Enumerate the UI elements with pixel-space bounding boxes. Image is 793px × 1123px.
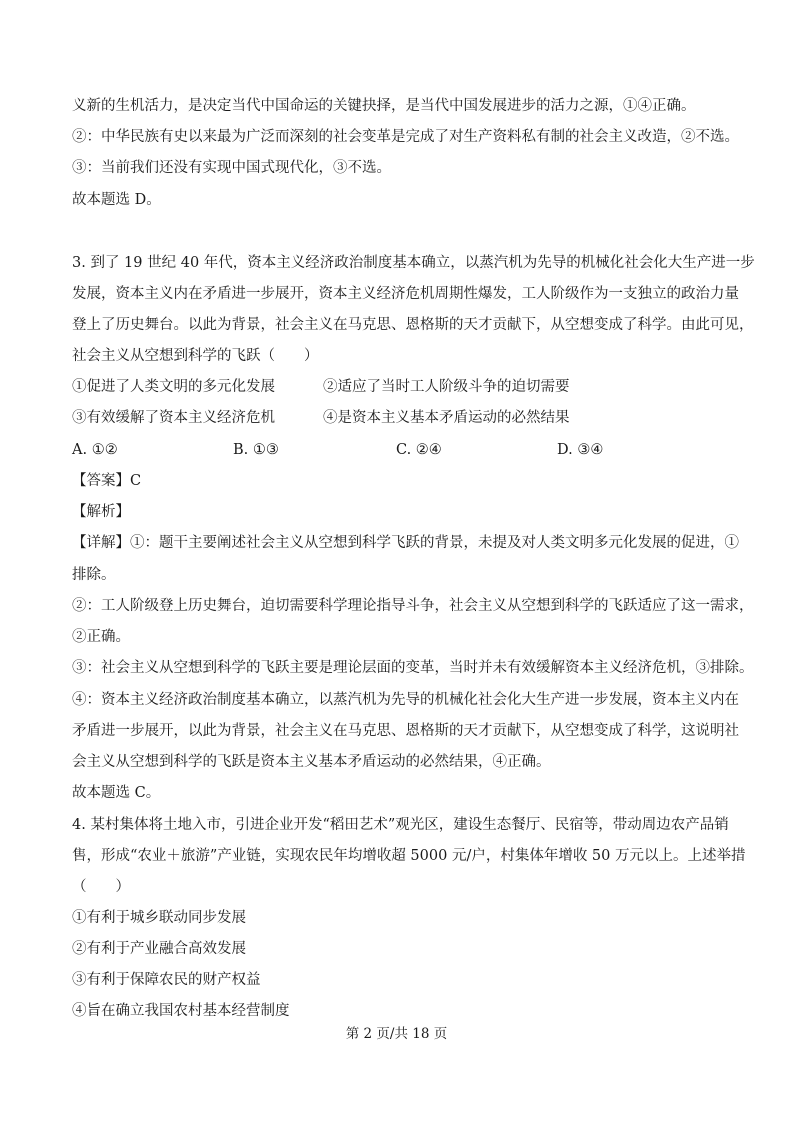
q3-stem-line-2: 发展，资本主义内在矛盾进一步展开，资本主义经济危机周期性爆发，工人阶级作为一支独立的政治力量 <box>72 286 739 302</box>
prev-line-3: ③：当前我们还没有实现中国式现代化，③不选。 <box>72 160 391 176</box>
page-footer: 第 2 页/共 18 页 <box>345 1026 448 1042</box>
q4-stem-line-3: （ ） <box>72 879 130 895</box>
q3-stem-line-4: 社会主义从空想到科学的飞跃（ ） <box>72 348 319 364</box>
prev-conclusion: 故本题选 D。 <box>72 192 161 208</box>
answer-value: C <box>130 473 142 489</box>
q3-stem-line-1: 3. 到了 19 世纪 40 年代，资本主义经济政治制度基本确立，以蒸汽机为先导的机械化社会化大生产进一步 <box>72 255 755 271</box>
q3-detail-line-8: 会主义从空想到科学的飞跃是资本主义基本矛盾运动的必然结果，④正确。 <box>72 754 551 770</box>
q3-item-2: ②适应了当时工人阶级斗争的迫切需要 <box>323 379 570 395</box>
q3-item-1: ①促进了人类文明的多元化发展 <box>72 379 275 395</box>
q4-stem-line-1: 4. 某村集体将土地入市，引进企业开发“稻田艺术”观光区，建设生态餐厅、民宿等，带动周边农产品销 <box>72 817 729 833</box>
q3-option-d: D. ③④ <box>557 442 604 458</box>
q3-stem-line-3: 登上了历史舞台。以此为背景，社会主义在马克思、恩格斯的天才贡献下，从空想变成了科学。由此可见， <box>72 317 754 333</box>
q3-detail-line-4: ②正确。 <box>72 629 130 645</box>
q3-detail-line-5: ③：社会主义从空想到科学的飞跃主要是理论层面的变革，当时并未有效缓解资本主义经济危机，③排除。 <box>72 660 754 676</box>
q4-item-4: ④旨在确立我国农村基本经营制度 <box>72 1003 290 1019</box>
analysis-tag: 解析 <box>86 504 116 520</box>
q3-detail-line-2: 排除。 <box>72 567 116 583</box>
prev-line-2: ②：中华民族有史以来最为广泛而深刻的社会变革是完成了对生产资料私有制的社会主义改造，②不选。 <box>72 129 739 145</box>
q3-option-c: C. ②④ <box>396 442 442 458</box>
q4-item-2: ②有利于产业融合高效发展 <box>72 941 246 957</box>
q4-stem-line-2: 售，形成“农业＋旅游”产业链，实现农民年均增收超 5000 元/户，村集体年增收 50 万元以上。上述举措 <box>72 848 746 864</box>
q3-option-a: A. ①② <box>72 442 118 458</box>
q3-analysis-heading: 【解析】 <box>72 504 130 520</box>
detail-text-1: ①：题干主要阐述社会主义从空想到科学飞跃的背景，未提及对人类文明多元化发展的促进，① <box>130 535 739 551</box>
detail-tag: 详解 <box>86 535 116 551</box>
q4-item-3: ③有利于保障农民的财产权益 <box>72 972 261 988</box>
q3-detail-line-7: 矛盾进一步展开，以此为背景，社会主义在马克思、恩格斯的天才贡献下，从空想变成了科学，这说明社 <box>72 723 739 739</box>
q3-item-3: ③有效缓解了资本主义经济危机 <box>72 410 275 426</box>
q3-detail-line-1: 【详解】①：题干主要阐述社会主义从空想到科学飞跃的背景，未提及对人类文明多元化发展的促进，① <box>72 535 739 551</box>
q3-option-b: B. ①③ <box>233 442 279 458</box>
prev-line-1: 义新的生机活力，是决定当代中国命运的关键抉择，是当代中国发展进步的活力之源，①④正确。 <box>72 98 696 114</box>
answer-tag: 答案 <box>86 473 116 489</box>
q4-item-1: ①有利于城乡联动同步发展 <box>72 910 246 926</box>
q3-conclusion: 故本题选 C。 <box>72 785 161 801</box>
q3-item-4: ④是资本主义基本矛盾运动的必然结果 <box>323 410 570 426</box>
q3-detail-line-6: ④：资本主义经济政治制度基本确立，以蒸汽机为先导的机械化社会化大生产进一步发展，资本主义内在 <box>72 692 739 708</box>
q3-detail-line-3: ②：工人阶级登上历史舞台，迫切需要科学理论指导斗争，社会主义从空想到科学的飞跃适应了这一需求， <box>72 598 754 614</box>
q3-answer: 【答案】C <box>72 473 142 489</box>
